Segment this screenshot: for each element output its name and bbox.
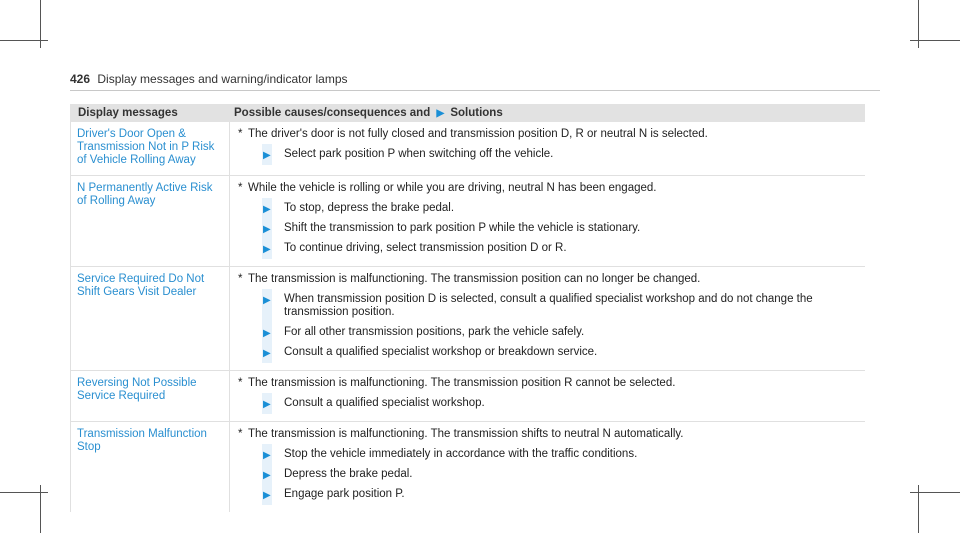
table-row [70, 371, 865, 422]
solution-text: For all other transmission positions, park the vehicle safely. [284, 326, 585, 338]
solution-text: To stop, depress the brake pedal. [284, 202, 455, 214]
cause-text: * The transmission is malfunctioning. The transmission position can no longer be changed. [236, 273, 865, 286]
cause-text: * The transmission is malfunctioning. The transmission position R cannot be selected. [236, 377, 865, 390]
column-header-solutions-label: Solutions [450, 107, 503, 119]
arrow-right-icon: ▶ [263, 204, 271, 215]
solution-step [262, 346, 865, 359]
arrow-right-icon: ▶ [436, 108, 445, 119]
solution-step [262, 326, 865, 339]
arrow-right-icon: ▶ [263, 244, 271, 255]
header-divider [70, 90, 880, 91]
page-number: 426 [70, 72, 91, 86]
arrow-right-icon: ▶ [263, 295, 271, 306]
solution-text: Shift the transmission to park position P while the vehicle is stationary. [284, 222, 641, 234]
solution-text: Depress the brake pedal. [284, 468, 413, 480]
page-title: Display messages and warning/indicator lamps [97, 72, 348, 86]
message-label: N Permanently Active Risk of Rolling Away [70, 176, 230, 266]
solution-text: Select park position P when switching off the vehicle. [284, 148, 554, 160]
column-header-messages: Display messages [78, 107, 178, 119]
column-header-causes-label: Possible causes/consequences and [234, 107, 431, 119]
solution-step [262, 242, 865, 255]
solution-step [262, 293, 865, 319]
crop-mark [0, 492, 48, 493]
message-details [230, 267, 865, 370]
arrow-right-icon: ▶ [263, 399, 271, 410]
arrow-right-icon: ▶ [263, 224, 271, 235]
solution-text: Consult a qualified specialist workshop or breakdown service. [284, 346, 598, 358]
message-label: Reversing Not Possible Service Required [70, 371, 230, 421]
solution-step [262, 488, 865, 501]
arrow-right-icon: ▶ [263, 490, 271, 501]
arrow-right-icon: ▶ [263, 150, 271, 161]
solution-step [262, 202, 865, 215]
cause-text: * While the vehicle is rolling or while you are driving, neutral N has been engaged. [236, 182, 865, 195]
message-label: Service Required Do Not Shift Gears Visit Dealer [70, 267, 230, 370]
solution-step [262, 222, 865, 235]
solution-step [262, 448, 865, 461]
solution-step [262, 397, 865, 410]
page-header [70, 72, 348, 86]
solution-text: Consult a qualified specialist workshop. [284, 397, 485, 409]
arrow-right-icon: ▶ [263, 450, 271, 461]
solution-text: To continue driving, select transmission position D or R. [284, 242, 567, 254]
column-header-causes [230, 107, 865, 119]
message-details [230, 176, 865, 266]
arrow-right-icon: ▶ [263, 328, 271, 339]
table-header [70, 104, 865, 122]
solution-text: When transmission position D is selected, consult a qualified specialist workshop and do not change the transmission position. [284, 293, 813, 318]
arrow-right-icon: ▶ [263, 348, 271, 359]
table-row [70, 267, 865, 371]
table-row [70, 422, 865, 512]
cause-text: * The driver's door is not fully closed and transmission position D, R or neutral N is selected. [236, 128, 865, 141]
table-row [70, 122, 865, 176]
cause-text: * The transmission is malfunctioning. The transmission shifts to neutral N automatically. [236, 428, 865, 441]
solution-step [262, 148, 865, 161]
display-messages-table [70, 104, 865, 512]
message-label: Driver's Door Open & Transmission Not in P Risk of Vehicle Rolling Away [70, 122, 230, 175]
crop-mark [910, 492, 960, 493]
crop-mark [910, 40, 960, 41]
message-details [230, 422, 865, 512]
table-row [70, 176, 865, 267]
crop-mark [0, 40, 48, 41]
message-label: Transmission Malfunction Stop [70, 422, 230, 512]
message-details [230, 122, 865, 175]
solution-step [262, 468, 865, 481]
message-details [230, 371, 865, 421]
arrow-right-icon: ▶ [263, 470, 271, 481]
solution-text: Engage park position P. [284, 488, 405, 500]
solution-text: Stop the vehicle immediately in accordance with the traffic conditions. [284, 448, 638, 460]
